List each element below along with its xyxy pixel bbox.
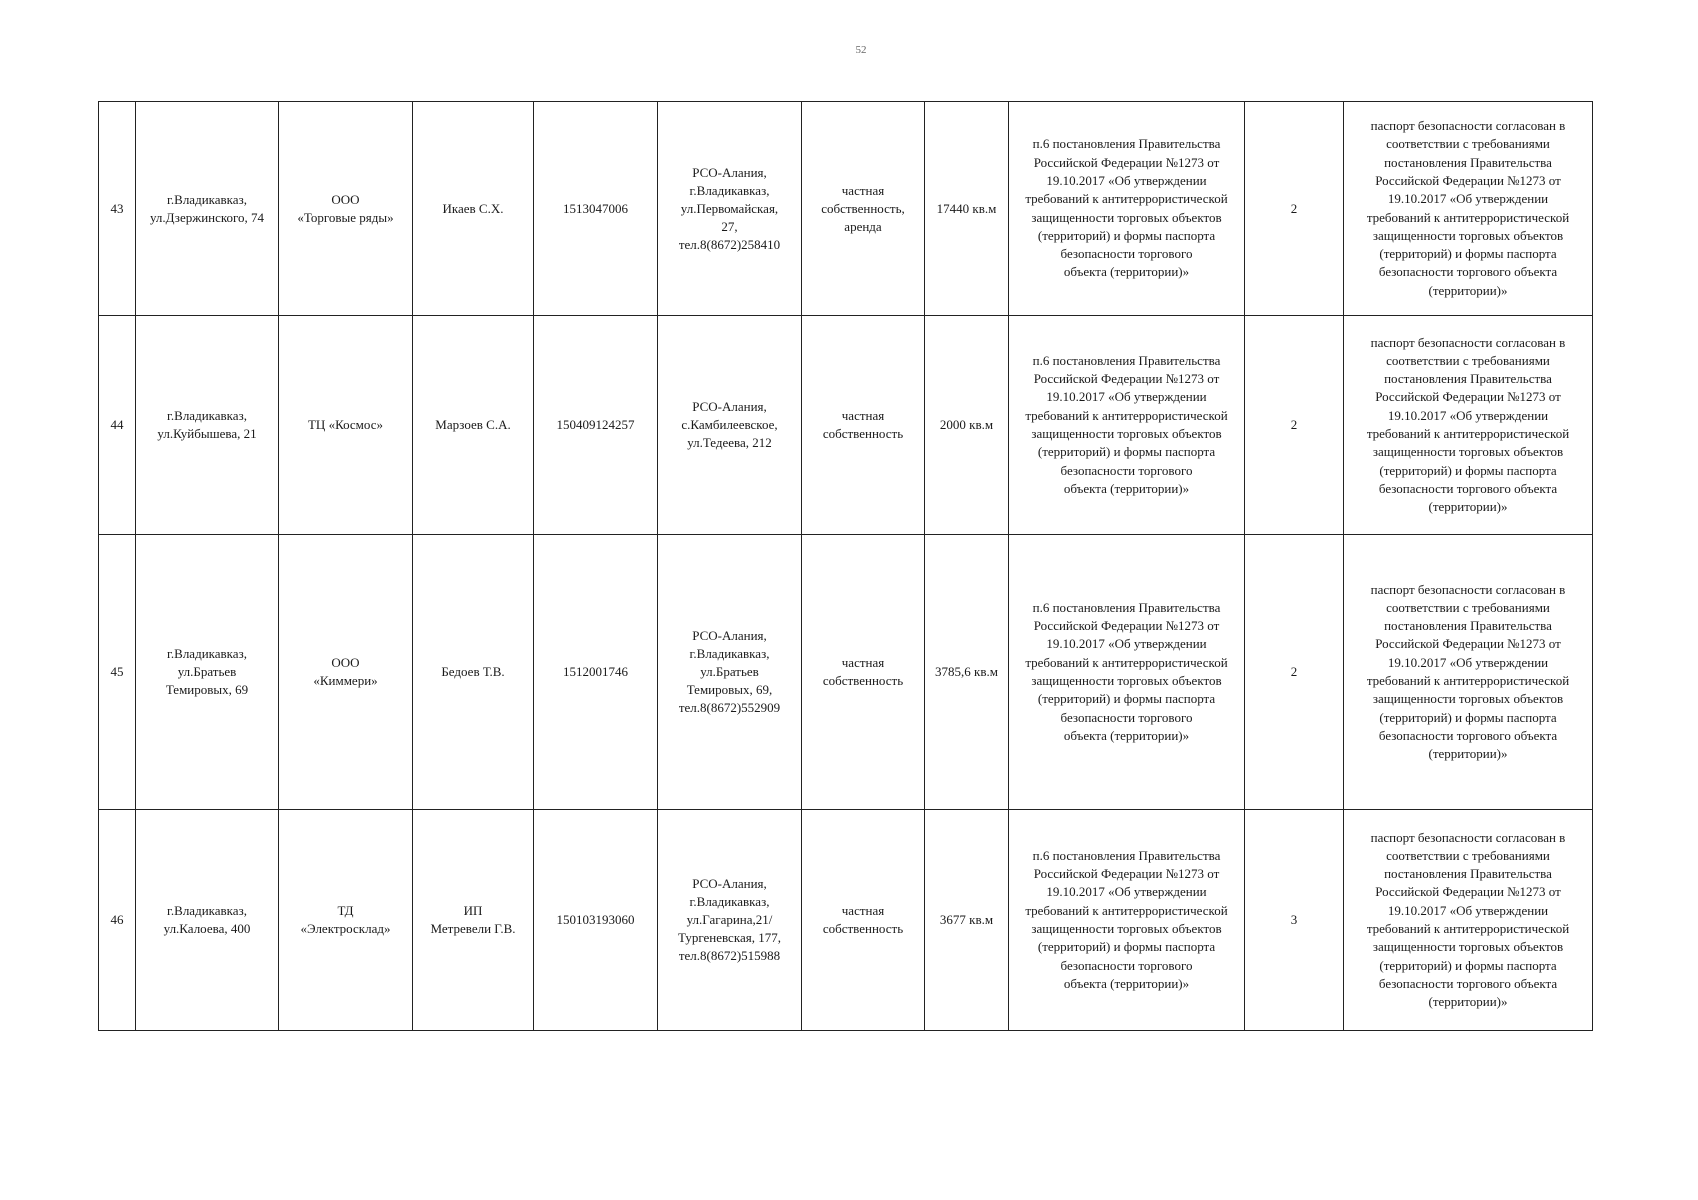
inn-number: 150103193060 — [534, 810, 658, 1031]
owner-name: Марзоев С.А. — [413, 316, 534, 535]
object-area: 2000 кв.м — [925, 316, 1009, 535]
table-row — [99, 535, 1593, 810]
row-number: 44 — [99, 316, 136, 535]
security-category: 2 — [1245, 102, 1344, 316]
inn-number: 1512001746 — [534, 535, 658, 810]
row-number: 45 — [99, 535, 136, 810]
row-number: 46 — [99, 810, 136, 1031]
table-row — [99, 810, 1593, 1031]
row-number: 43 — [99, 102, 136, 316]
property-type: частная собственность — [802, 535, 925, 810]
organization-name: ООО «Киммери» — [279, 535, 413, 810]
organization-name: ТЦ «Космос» — [279, 316, 413, 535]
trade-objects-table — [98, 101, 1593, 1031]
contact-address: РСО-Алания, г.Владикавказ, ул.Гагарина,21/ Тургеневская, 177, тел.8(8672)515988 — [658, 810, 802, 1031]
legal-basis: п.6 постановления Правительства Российской Федерации №1273 от 19.10.2017 «Об утверждении требований к антитеррористической защищенности торговых объектов (территорий) и формы паспорта безопасности торгового объекта (территории)» — [1009, 316, 1245, 535]
legal-basis: п.6 постановления Правительства Российской Федерации №1273 от 19.10.2017 «Об утверждении требований к антитеррористической защищенности торговых объектов (территорий) и формы паспорта безопасности торгового объекта (территории)» — [1009, 535, 1245, 810]
passport-status: паспорт безопасности согласован в соответствии с требованиями постановления Правительства Российской Федерации №1273 от 19.10.2017 «Об утверждении требований к антитеррористической защищенности торговых объектов (территорий) и формы паспорта безопасности торгового объекта (территории)» — [1344, 316, 1593, 535]
inn-number: 1513047006 — [534, 102, 658, 316]
legal-basis: п.6 постановления Правительства Российской Федерации №1273 от 19.10.2017 «Об утверждении требований к антитеррористической защищенности торговых объектов (территорий) и формы паспорта безопасности торгового объекта (территории)» — [1009, 102, 1245, 316]
object-location: г.Владикавказ, ул.Дзержинского, 74 — [136, 102, 279, 316]
owner-name: Икаев С.Х. — [413, 102, 534, 316]
security-category: 2 — [1245, 316, 1344, 535]
object-location: г.Владикавказ, ул.Братьев Темировых, 69 — [136, 535, 279, 810]
passport-status: паспорт безопасности согласован в соответствии с требованиями постановления Правительства Российской Федерации №1273 от 19.10.2017 «Об утверждении требований к антитеррористической защищенности торговых объектов (территорий) и формы паспорта безопасности торгового объекта (территории)» — [1344, 810, 1593, 1031]
property-type: частная собственность, аренда — [802, 102, 925, 316]
object-area: 3677 кв.м — [925, 810, 1009, 1031]
property-type: частная собственность — [802, 810, 925, 1031]
passport-status: паспорт безопасности согласован в соответствии с требованиями постановления Правительства Российской Федерации №1273 от 19.10.2017 «Об утверждении требований к антитеррористической защищенности торговых объектов (территорий) и формы паспорта безопасности торгового объекта (территории)» — [1344, 535, 1593, 810]
object-area: 3785,6 кв.м — [925, 535, 1009, 810]
inn-number: 150409124257 — [534, 316, 658, 535]
contact-address: РСО-Алания, г.Владикавказ, ул.Братьев Темировых, 69, тел.8(8672)552909 — [658, 535, 802, 810]
security-category: 2 — [1245, 535, 1344, 810]
passport-status: паспорт безопасности согласован в соответствии с требованиями постановления Правительства Российской Федерации №1273 от 19.10.2017 «Об утверждении требований к антитеррористической защищенности торговых объектов (территорий) и формы паспорта безопасности торгового объекта (территории)» — [1344, 102, 1593, 316]
object-area: 17440 кв.м — [925, 102, 1009, 316]
organization-name: ТД «Электросклад» — [279, 810, 413, 1031]
table-row — [99, 102, 1593, 316]
page-number: 52 — [855, 44, 867, 56]
owner-name: Бедоев Т.В. — [413, 535, 534, 810]
owner-name: ИП Метревели Г.В. — [413, 810, 534, 1031]
legal-basis: п.6 постановления Правительства Российской Федерации №1273 от 19.10.2017 «Об утверждении требований к антитеррористической защищенности торговых объектов (территорий) и формы паспорта безопасности торгового объекта (территории)» — [1009, 810, 1245, 1031]
table-row — [99, 316, 1593, 535]
contact-address: РСО-Алания, г.Владикавказ, ул.Первомайская, 27, тел.8(8672)258410 — [658, 102, 802, 316]
contact-address: РСО-Алания, с.Камбилеевское, ул.Тедеева, 212 — [658, 316, 802, 535]
organization-name: ООО «Торговые ряды» — [279, 102, 413, 316]
property-type: частная собственность — [802, 316, 925, 535]
security-category: 3 — [1245, 810, 1344, 1031]
object-location: г.Владикавказ, ул.Куйбышева, 21 — [136, 316, 279, 535]
object-location: г.Владикавказ, ул.Калоева, 400 — [136, 810, 279, 1031]
